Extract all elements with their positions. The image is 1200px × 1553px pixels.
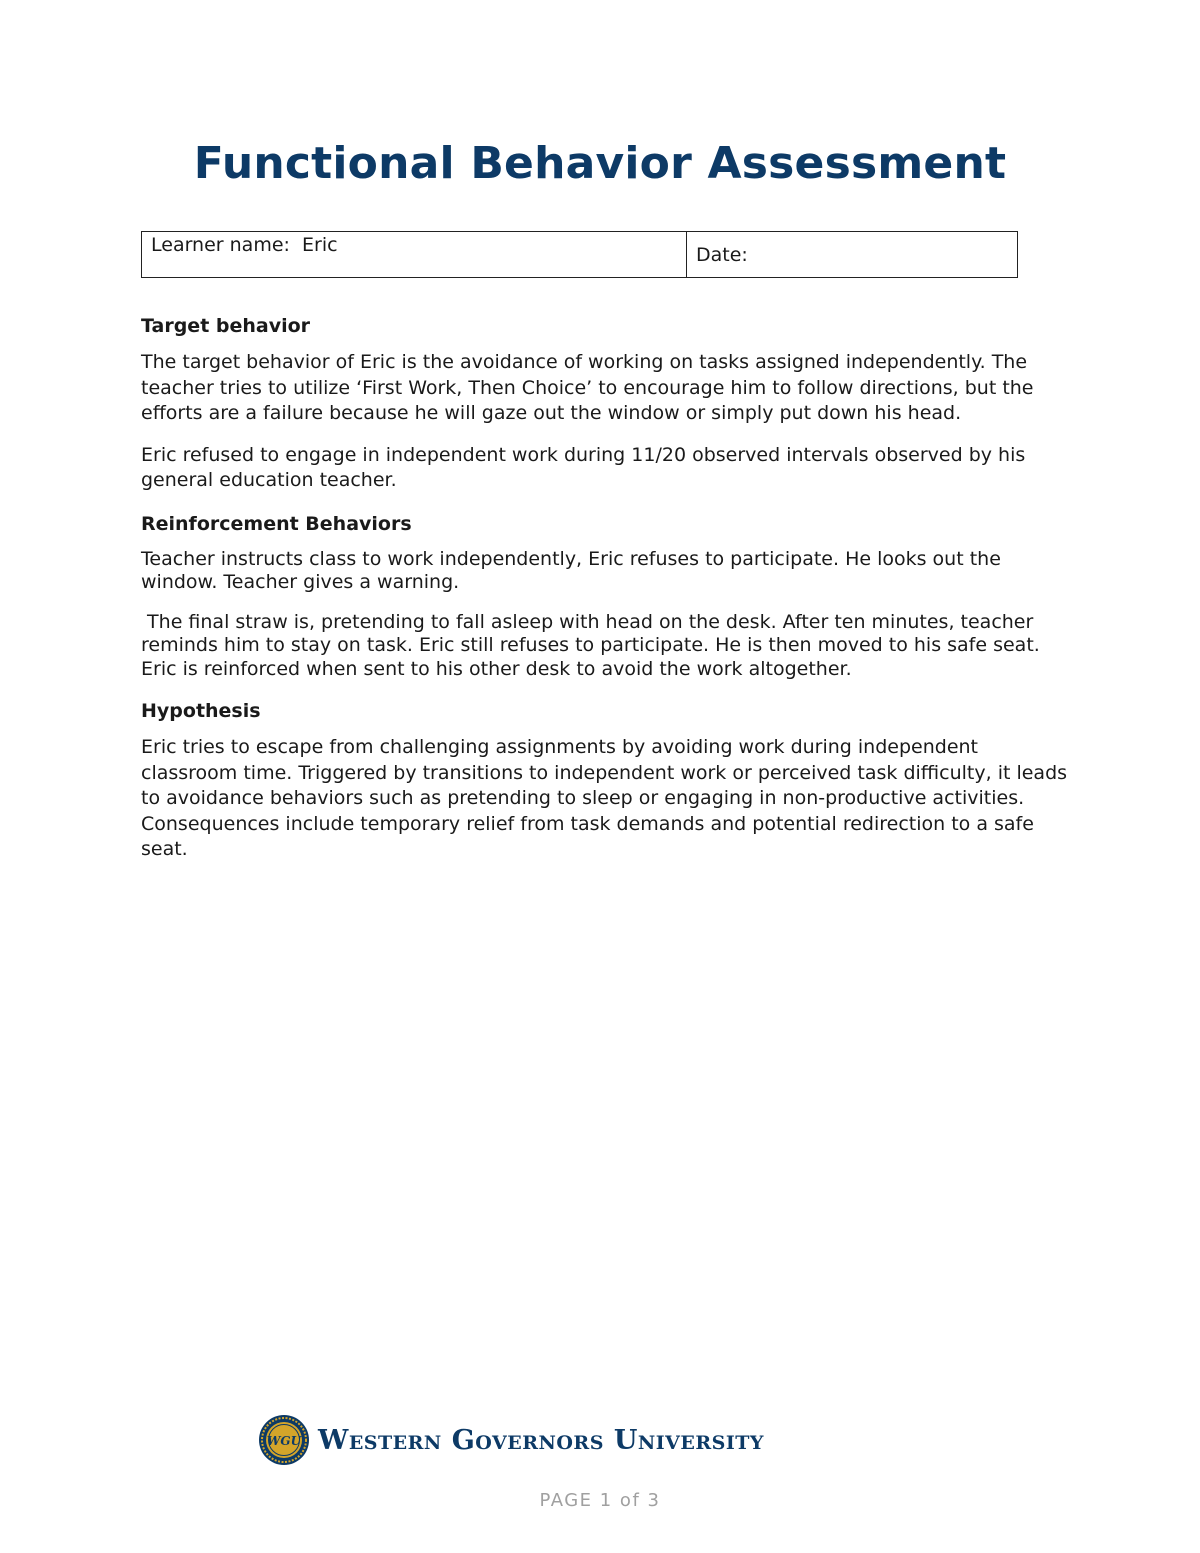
target-behavior-heading: Target behavior	[141, 315, 311, 337]
learner-info-table	[141, 231, 1018, 278]
seal-lettering: WGU	[266, 1434, 302, 1448]
document-title: Functional Behavior Assessment	[193, 138, 1007, 189]
learner-name-value: Eric	[302, 234, 338, 256]
reinforcement-heading: Reinforcement Behaviors	[141, 512, 412, 535]
hypothesis-heading: Hypothesis	[141, 700, 261, 722]
learner-name-cell	[142, 232, 687, 278]
university-name: Western Governors University	[318, 1424, 764, 1456]
learner-name-label: Learner name:	[151, 234, 290, 256]
page-number: PAGE 1 of 3	[539, 1490, 661, 1511]
reinforcement-paragraph-2: The final straw is, pretending to fall asleep with head on the desk. After ten minutes, teacher reminds him to stay on task. Eric still refuses to participate. He is then moved to his safe seat. Eric is reinforced when sent to his other desk to avoid the work altogether.	[141, 610, 1046, 680]
date-label: Date:	[696, 243, 748, 266]
reinforcement-paragraph: Teacher instructs class to work independently, Eric refuses to participate. He looks out the window. Teacher gives a warning.	[141, 547, 1001, 593]
target-behavior-paragraph: The target behavior of Eric is the avoidance of working on tasks assigned independently. The teacher tries to utilize ‘First Work, Then Choice’ to encourage him to follow directions, but the efforts are a failure because he will gaze out the window or simply put down his head.	[141, 351, 1034, 424]
university-seal-icon	[258, 1414, 310, 1466]
university-logo	[258, 1412, 918, 1468]
hypothesis-paragraph: Eric tries to escape from challenging assignments by avoiding work during independent classroom time. Triggered by transitions to independent work or perceived task difficulty, it leads to avoidance behaviors such as pretending to sleep or engaging in non-productive activities. Consequences include temporary relief from task demands and potential redirection to a safe seat.	[141, 736, 1068, 860]
target-behavior-observation: Eric refused to engage in independent work during 11/20 observed intervals observed by his general education teacher.	[141, 443, 1026, 491]
date-cell	[687, 232, 1018, 278]
document-body	[141, 312, 1071, 879]
